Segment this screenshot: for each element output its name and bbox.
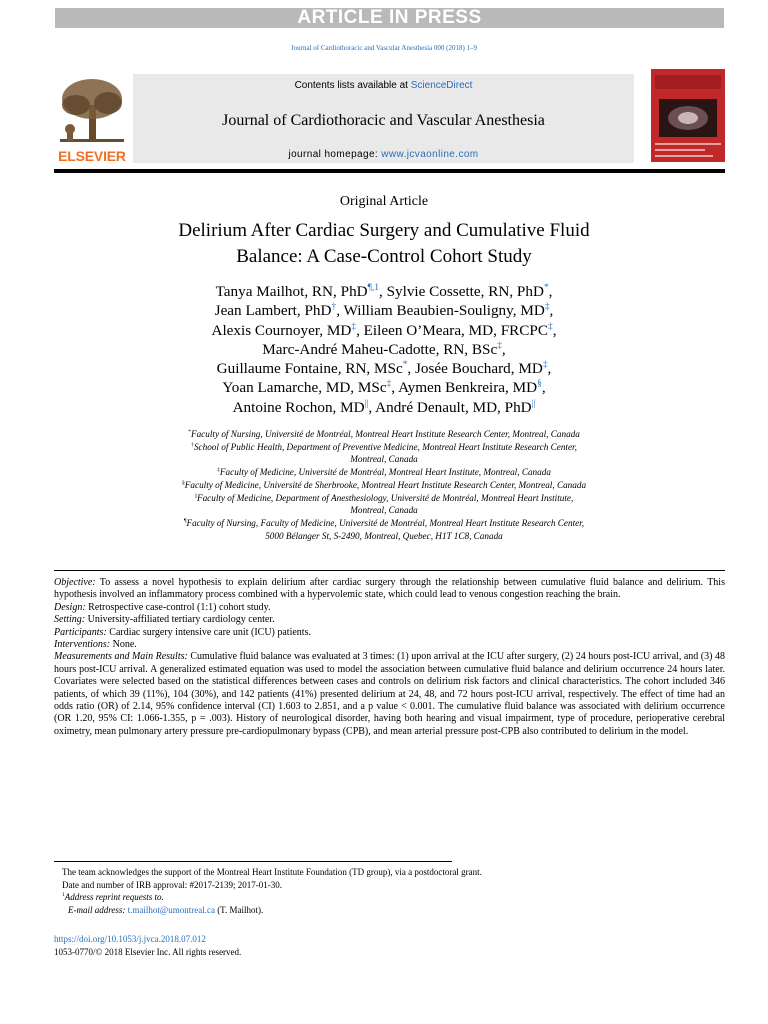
abstract-setting	[54, 614, 725, 626]
author[interactable]: Antoine Rochon, MD	[232, 398, 365, 416]
abstract-text: To assess a novel hypothesis to explain delirium after cardiac surgery through the relationship between cumulative fluid balance and delirium. This hypothesis involved an inflammatory process combined with a hypervolemic state, which could lead to venous congestion reaching the brain.	[54, 577, 725, 601]
affiliation	[150, 441, 618, 466]
author[interactable]: Sylvie Cossette, RN, PhD	[386, 283, 544, 300]
email-label: E-mail address:	[68, 904, 128, 915]
footnotes	[54, 866, 725, 916]
footnote-divider	[54, 861, 452, 862]
author[interactable]: Marc-André Maheu-Cadotte, RN, BSc	[262, 340, 498, 358]
email-note	[54, 904, 725, 917]
abstract	[54, 577, 725, 738]
affiliation-text: Faculty of Medicine, Department of Anesthesiology, Université de Montréal, Montreal Heart Institute,	[196, 492, 574, 503]
author-affiliation-mark[interactable]: †	[331, 302, 337, 313]
contents-availability-line	[133, 80, 634, 91]
author[interactable]: Yoan Lamarche, MD, MSc	[222, 379, 387, 397]
affiliation-text: School of Public Health, Department of Preventive Medicine, Montreal Heart Institute Research Center,	[193, 441, 577, 452]
author-separator: ,	[368, 398, 376, 416]
affiliation-mark: ‡	[217, 467, 220, 474]
affiliation-text: Faculty of Medicine, Université de Montréal, Montreal Heart Institute, Montreal, Canada	[219, 467, 551, 478]
author-separator: ,	[356, 321, 364, 339]
author[interactable]: Jean Lambert, PhD	[214, 302, 332, 320]
abstract-label: Measurements and Main Results:	[54, 651, 188, 663]
abstract-results	[54, 651, 725, 738]
affiliation	[150, 428, 618, 441]
affiliation-text: Faculty of Nursing, Université de Montréal, Montreal Heart Institute Research Center, Montreal, Canada	[190, 429, 580, 439]
author-separator: ,	[501, 340, 506, 358]
author-separator: ,	[378, 283, 387, 300]
affiliation-text: 5000 Bélanger St, S-2490, Montreal, Quebec, H1T 1C8, Canada	[265, 530, 503, 541]
article-in-press-banner: ARTICLE IN PRESS	[55, 8, 724, 28]
sciencedirect-link[interactable]: ScienceDirect	[410, 80, 473, 91]
abstract-interventions	[54, 639, 725, 651]
abstract-label: Participants:	[54, 626, 107, 638]
abstract-text: Retrospective case-control (1:1) cohort study.	[88, 601, 271, 613]
reprint-note	[54, 891, 725, 904]
abstract-design	[54, 602, 725, 614]
contents-prefix: Contents lists available at	[294, 80, 411, 91]
author-affiliation-mark[interactable]: ‡	[544, 302, 550, 313]
abstract-divider	[54, 570, 725, 571]
article-title	[120, 218, 648, 270]
affiliation	[150, 466, 618, 479]
abstract-label: Interventions:	[54, 639, 111, 651]
author-separator: ,	[407, 360, 416, 378]
author-affiliation-mark[interactable]: *	[543, 282, 549, 293]
abstract-label: Design:	[54, 601, 86, 613]
header-divider	[54, 169, 725, 173]
affiliation-mark: *	[188, 428, 191, 435]
affiliation-list	[150, 428, 618, 542]
copyright-line: 1053-0770/© 2018 Elsevier Inc. All rights reserved.	[54, 947, 242, 957]
reprint-mark: 1	[62, 892, 65, 899]
affiliation-mark: §	[181, 479, 185, 486]
author-separator: ,	[541, 379, 546, 397]
irb-note: Date and number of IRB approval: #2017-2139; 2017-01-30.	[62, 879, 282, 890]
affiliation-mark: ||	[194, 492, 197, 499]
journal-homepage-link[interactable]: www.jcvaonline.com	[381, 149, 479, 160]
author-affiliation-mark[interactable]: ||	[531, 398, 536, 409]
author[interactable]: Tanya Mailhot, RN, PhD	[215, 283, 368, 300]
affiliation	[150, 479, 618, 492]
author-separator: ,	[548, 283, 553, 300]
abstract-objective	[54, 577, 725, 602]
author[interactable]: Guillaume Fontaine, RN, MSc	[216, 360, 403, 378]
author-affiliation-mark[interactable]: ¶,1	[367, 282, 379, 293]
email-link[interactable]: t.mailhot@umontreal.ca	[127, 904, 215, 915]
author[interactable]: Alexis Cournoyer, MD	[211, 321, 352, 339]
elsevier-wordmark: ELSEVIER	[58, 148, 126, 164]
affiliation-mark: ¶	[183, 517, 187, 524]
affiliation-text: Faculty of Nursing, Faculty of Medicine, Université de Montréal, Montreal Heart Institute Research Center,	[186, 517, 585, 528]
acknowledgment-note: The team acknowledges the support of the Montreal Heart Institute Foundation (TD group), via a postdoctoral grant.	[62, 867, 482, 877]
author-affiliation-mark[interactable]: ‡	[542, 360, 548, 371]
email-suffix: (T. Mailhot).	[214, 904, 264, 915]
author-affiliation-mark[interactable]: *	[402, 360, 408, 371]
author[interactable]: William Beaubien-Souligny, MD	[343, 302, 545, 320]
author[interactable]: André Denault, MD, PhD	[375, 398, 532, 416]
homepage-prefix: journal homepage:	[288, 149, 382, 160]
affiliation	[150, 517, 618, 542]
journal-cover-image[interactable]	[651, 69, 725, 162]
author-separator: ,	[336, 302, 344, 320]
author-affiliation-mark[interactable]: ||	[364, 398, 369, 409]
author-affiliation-mark[interactable]: ‡	[497, 340, 502, 351]
author-affiliation-mark[interactable]: ‡	[351, 321, 357, 332]
author[interactable]: Aymen Benkreira, MD	[398, 379, 538, 397]
author[interactable]: Josée Bouchard, MD	[415, 360, 543, 378]
doi-link[interactable]: https://doi.org/10.1053/j.jvca.2018.07.012	[54, 934, 206, 944]
author-separator: ,	[549, 302, 554, 320]
article-type: Original Article	[339, 194, 429, 209]
affiliation-text: Montreal, Canada	[350, 505, 418, 516]
journal-title: Journal of Cardiothoracic and Vascular Anesthesia	[222, 112, 545, 129]
author-separator: ,	[547, 360, 552, 378]
author-affiliation-mark[interactable]: ‡	[386, 379, 392, 390]
author-separator: ,	[552, 321, 557, 339]
journal-reference-link[interactable]: Journal of Cardiothoracic and Vascular Anesthesia 000 (2018) 1–9	[290, 44, 478, 52]
affiliation-text: Faculty of Medicine, Université de Sherbrooke, Montreal Heart Institute Research Center, Montreal, Canada	[184, 479, 587, 490]
author[interactable]: Eileen O’Meara, MD, FRCPC	[363, 321, 548, 339]
abstract-label: Setting:	[54, 614, 86, 626]
title-line-1: Delirium After Cardiac Surgery and Cumulative Fluid	[178, 220, 590, 241]
affiliation	[150, 492, 618, 517]
abstract-text: Cumulative fluid balance was evaluated at 3 times: (1) upon arrival at the ICU after surgery, (2) 24 hours post-ICU arrival, and (3) 48 hours post-ICU arrival. A generalized estimated equation was used to model the association between cumulative fluid balance and delirium occurrence 24 hours later. Covariates were selected based on the statistical differences between cases and controls on delirium risk factors and clinical characteristics. The cohort included 346 patients, of which 39 (11%), 104 (30%), and 142 patients (41%) presented delirium at 24, 48, and 72 hours post-ICU arrival, respectively. The effect of time had an odds ratio (OR) of 2.14, 95% confidence interval (CI) 1.603 to 2.851, and a p value < 0.001. The cumulative fluid balance was associated with delirium occurrence (OR 1.20, 95% CI: 1.066-1.355, p = .003). History of neurological disorder, having both hearing and visual impairment, type of procedure, perioperative cerebral oximetry, mean pulmonary artery pressure pre-cardiopulmonary bypass (CPB), and mean arterial pressure post-CPB also contributed to delirium in the model.	[54, 651, 725, 737]
affiliation-text: Montreal, Canada	[350, 454, 418, 465]
affiliation-mark: †	[191, 441, 194, 448]
abstract-text: Cardiac surgery intensive care unit (ICU) patients.	[109, 626, 311, 638]
abstract-participants	[54, 627, 725, 639]
author-list	[150, 282, 618, 417]
abstract-text: None.	[112, 639, 137, 651]
title-line-2: Balance: A Case-Control Cohort Study	[236, 246, 532, 267]
author-affiliation-mark[interactable]: ‡	[548, 321, 553, 332]
abstract-label: Objective:	[54, 577, 96, 588]
author-separator: ,	[391, 379, 399, 397]
abstract-text: University-affiliated tertiary cardiology center.	[87, 614, 275, 626]
journal-homepage-line	[133, 149, 634, 160]
reprint-text: Address reprint requests to.	[64, 892, 164, 903]
author-affiliation-mark[interactable]: §	[537, 379, 542, 390]
